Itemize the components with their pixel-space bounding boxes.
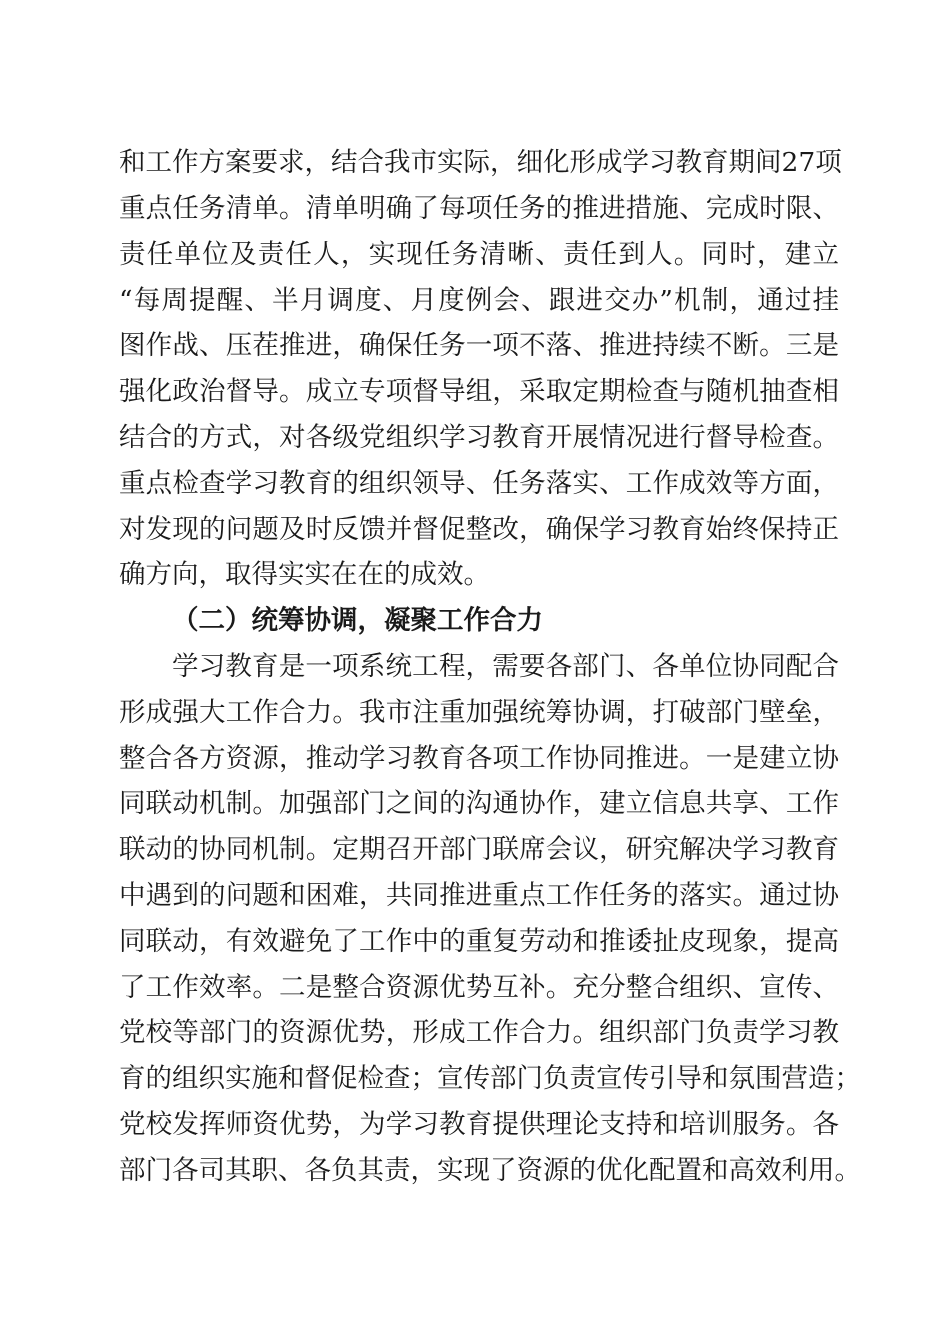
paragraph-line: 中遇到的问题和困难，共同推进重点工作任务的落实。通过协 [119, 880, 839, 911]
paragraph-line: 同联动，有效避免了工作中的重复劳动和推诿扯皮现象，提高 [119, 926, 839, 957]
paragraph-line: 联动的协同机制。定期召开部门联席会议，研究解决学习教育 [119, 834, 839, 865]
paragraph-line: 整合各方资源，推动学习教育各项工作协同推进。一是建立协 [119, 743, 839, 774]
paragraph-line: 部门各司其职、各负其责，实现了资源的优化配置和高效利用。 [119, 1155, 861, 1186]
paragraph-line: 和工作方案要求，结合我市实际，细化形成学习教育期间27项 [119, 147, 842, 178]
section-heading: （二）统筹协调，凝聚工作合力 [172, 605, 543, 636]
paragraph-line: 形成强大工作合力。我市注重加强统筹协调，打破部门壁垒， [119, 697, 839, 728]
paragraph-line: 重点任务清单。清单明确了每项任务的推进措施、完成时限、 [119, 193, 839, 224]
paragraph-line: 确方向，取得实实在在的成效。 [119, 559, 490, 590]
paragraph-line: 强化政治督导。成立专项督导组，采取定期检查与随机抽查相 [119, 376, 839, 407]
paragraph-line: 责任单位及责任人，实现任务清晰、责任到人。同时，建立 [119, 239, 839, 270]
paragraph-line: 党校等部门的资源优势，形成工作合力。组织部门负责学习教 [119, 1017, 839, 1048]
paragraph-line: “每周提醒、半月调度、月度例会、跟进交办”机制，通过挂 [119, 285, 839, 316]
paragraph-line: 对发现的问题及时反馈并督促整改，确保学习教育始终保持正 [119, 514, 839, 545]
paragraph-line: 党校发挥师资优势，为学习教育提供理论支持和培训服务。各 [119, 1109, 839, 1140]
paragraph-line: 结合的方式，对各级党组织学习教育开展情况进行督导检查。 [119, 422, 839, 453]
paragraph-line: 学习教育是一项系统工程，需要各部门、各单位协同配合 [172, 651, 839, 682]
paragraph-line: 了工作效率。二是整合资源优势互补。充分整合组织、宣传、 [119, 972, 839, 1003]
paragraph-line: 同联动机制。加强部门之间的沟通协作，建立信息共享、工作 [119, 788, 839, 819]
paragraph-line: 重点检查学习教育的组织领导、任务落实、工作成效等方面， [119, 468, 839, 499]
paragraph-line: 图作战、压茬推进，确保任务一项不落、推进持续不断。三是 [119, 330, 839, 361]
paragraph-line: 育的组织实施和督促检查；宣传部门负责宣传引导和氛围营造； [119, 1063, 861, 1094]
